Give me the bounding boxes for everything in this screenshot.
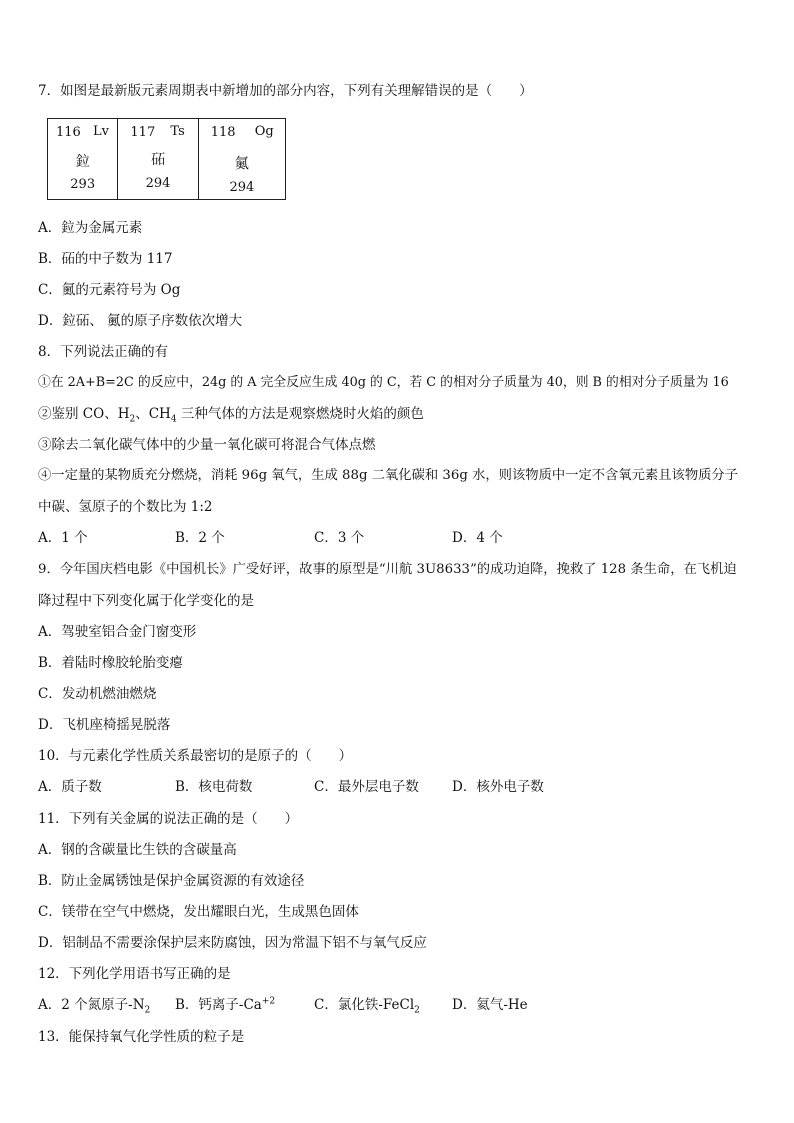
q13-stem: 13．能保持氧气化学性质的粒子是 bbox=[38, 1029, 245, 1045]
q10-options bbox=[38, 777, 738, 797]
q12-option-b: B．钙离子$-Ca^{+2}$ bbox=[175, 996, 276, 1013]
q10-option-a: A．质子数 bbox=[38, 779, 102, 795]
q8-option-d: D．4 个 bbox=[452, 530, 503, 546]
atomic-number: 118 bbox=[210, 125, 236, 140]
q8-statement-3: ③除去二氧化碳气体中的少量一氧化碳可将混合气体点燃 bbox=[38, 437, 376, 453]
q12-options bbox=[38, 995, 738, 1017]
element-symbol: Ts bbox=[170, 124, 185, 139]
q10-option-c: C．最外层电子数 bbox=[314, 779, 419, 795]
q8-statement-4: ④一定量的某物质充分燃烧，消耗 96g 氧气，生成 88g 二氧化碳和 36g 水，则该物质中一定不含氧元素且该物质分子 bbox=[38, 468, 739, 483]
q9-option-d: D．飞机座椅摇晃脱落 bbox=[38, 717, 171, 733]
q11-option-b: B．防止金属锈蚀是保护金属资源的有效途径 bbox=[38, 873, 305, 889]
q8-statement-4-cont: 中碳、氢原子的个数比为 1:2 bbox=[38, 499, 213, 515]
q9-option-c: C．发动机燃油燃烧 bbox=[38, 686, 157, 702]
q11-option-c: C．镁带在空气中燃烧，发出耀眼白光，生成黑色固体 bbox=[38, 904, 359, 920]
q8-option-b: B．2 个 bbox=[175, 530, 225, 546]
q8-statement-1: ①在 2A+B=2C 的反应中，24g 的 A 完全反应生成 40g 的 C，若 C 的相对分子质量为 40，则 B 的相对分子质量为 16 bbox=[38, 375, 729, 390]
q11-option-a: A．钢的含碳量比生铁的含碳量高 bbox=[38, 842, 237, 858]
q9-stem: 9．今年国庆档电影《中国机长》广受好评，故事的原型是“川航 3U8633”的成功迫降，挽救了 128 条生命，在飞机迫 bbox=[38, 562, 737, 577]
atomic-mass: 293 bbox=[70, 177, 96, 192]
q12-option-a: A．2 个氮原子$-N_2$ bbox=[38, 997, 151, 1016]
q7-option-b: B．砳的中子数为 117 bbox=[38, 251, 173, 267]
q12-option-d: D．氦气-He bbox=[452, 997, 528, 1013]
element-symbol: Og bbox=[254, 124, 274, 139]
q7-stem: 7．如图是最新版元素周期表中新增加的部分内容，下列有关理解错误的是（ ） bbox=[38, 83, 533, 99]
q12-option-c: C．氯化铁-FeCl$_2$ bbox=[314, 997, 420, 1016]
element-name: 鉝 bbox=[75, 154, 90, 170]
q8-stem: 8．下列说法正确的有 bbox=[38, 344, 169, 360]
q8-options bbox=[38, 528, 738, 548]
element-symbol: Lv bbox=[93, 124, 109, 139]
element-name: 鿫 bbox=[234, 156, 249, 172]
q7-option-c: C．鿫的元素符号为 Og bbox=[38, 282, 181, 298]
q7-option-d: D．鉝砳、 鿫的原子序数依次增大 bbox=[38, 313, 243, 329]
q10-stem: 10．与元素化学性质关系最密切的是原子的（ ） bbox=[38, 748, 353, 764]
element-cell-117 bbox=[118, 119, 198, 200]
element-name: 砳 bbox=[151, 152, 166, 168]
q8-statement-2: ②鉴别 CO、$H_2$、$CH_4$ 三种气体的方法是观察燃烧时火焰的颜色 bbox=[38, 406, 424, 425]
q8-option-a: A．1 个 bbox=[38, 530, 88, 546]
q10-option-b: B．核电荷数 bbox=[175, 779, 253, 795]
q8-option-c: C．3 个 bbox=[314, 530, 365, 546]
atomic-number: 116 bbox=[56, 125, 81, 140]
element-cell-116 bbox=[48, 119, 118, 200]
q11-option-d: D．铝制品不需要涂保护层来防腐蚀，因为常温下铝不与氧气反应 bbox=[38, 935, 427, 951]
atomic-number: 117 bbox=[130, 125, 156, 140]
periodic-table-excerpt bbox=[47, 118, 286, 200]
atomic-mass: 294 bbox=[229, 180, 255, 195]
q9-stem-cont: 降过程中下列变化属于化学变化的是 bbox=[38, 593, 254, 609]
q10-option-d: D．核外电子数 bbox=[452, 779, 544, 795]
q9-option-a: A．驾驶室铝合金门窗变形 bbox=[38, 624, 197, 640]
q11-stem: 11．下列有关金属的说法正确的是（ ） bbox=[38, 811, 299, 827]
atomic-mass: 294 bbox=[145, 176, 171, 191]
q7-option-a: A．鉝为金属元素 bbox=[38, 220, 143, 236]
element-cell-118 bbox=[198, 119, 285, 200]
q12-stem: 12．下列化学用语书写正确的是 bbox=[38, 966, 231, 982]
q9-option-b: B．着陆时橡胶轮胎变瘪 bbox=[38, 655, 183, 671]
